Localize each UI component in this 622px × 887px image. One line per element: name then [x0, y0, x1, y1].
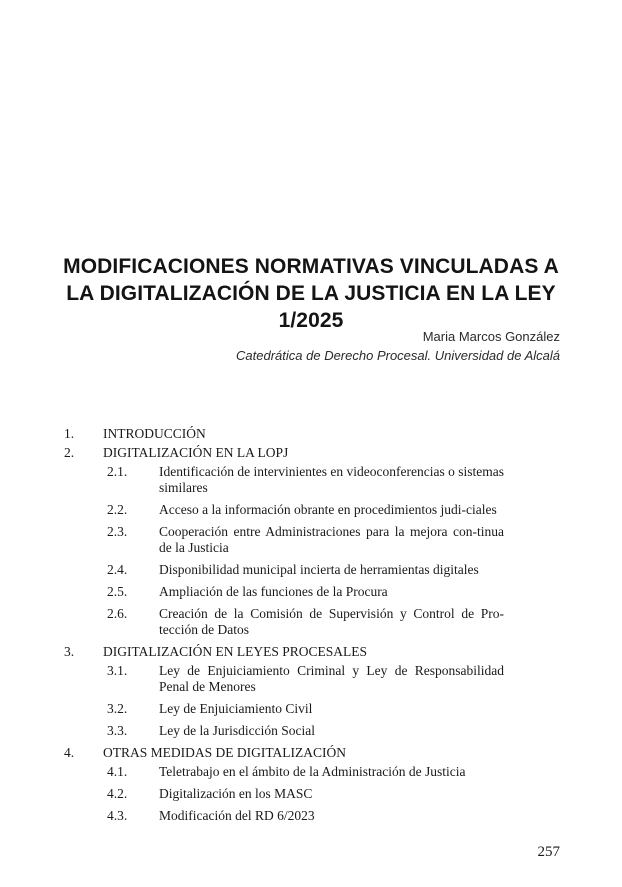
toc-section: [0, 743, 622, 762]
chapter-title-line: LA DIGITALIZACIÓN DE LA JUSTICIA EN LA LEY: [66, 282, 556, 306]
toc-subsection-number: 2.3.: [107, 524, 128, 539]
toc-section: [0, 443, 622, 462]
toc-subsection-number: 2.5.: [107, 584, 128, 599]
toc-subsection-title: Ley de la Jurisdicción Social: [159, 723, 315, 738]
toc-subsection-number: 3.3.: [107, 723, 128, 738]
toc-subsection-number: 2.1.: [107, 464, 128, 479]
chapter-title-line: MODIFICACIONES NORMATIVAS VINCULADAS A: [63, 255, 559, 279]
toc-subsection-title: Ley de Enjuiciamiento Criminal y Ley de Responsabilidad Penal de Menores: [159, 663, 504, 694]
author-affiliation: Catedrática de Derecho Procesal. Universidad de Alcalá: [236, 348, 560, 363]
toc-subsection: [0, 784, 622, 806]
toc-subsection: [0, 604, 622, 642]
toc-subsection-number: 3.2.: [107, 701, 128, 716]
chapter-title-line: 1/2025: [278, 309, 344, 333]
toc-subsection-number: 4.3.: [107, 808, 128, 823]
toc-section: [0, 642, 622, 661]
toc-subsection: [0, 699, 622, 721]
toc-subsection-number: 2.2.: [107, 502, 128, 517]
toc-subsection: [0, 462, 622, 500]
toc-section-title: DIGITALIZACIÓN EN LA LOPJ: [103, 445, 289, 460]
toc-subsection: [0, 661, 622, 699]
toc-subsection-title: Disponibilidad municipal incierta de herramientas digitales: [159, 562, 479, 577]
toc-section-number: 1.: [64, 426, 75, 441]
toc-subsection: [0, 500, 622, 522]
toc-section-number: 4.: [64, 745, 75, 760]
toc-subsection: [0, 582, 622, 604]
toc-subsection-number: 4.1.: [107, 764, 128, 779]
toc-section: [0, 424, 622, 443]
toc-subsection-title: Modificación del RD 6/2023: [159, 808, 315, 823]
toc-subsection-title: Ley de Enjuiciamiento Civil: [159, 701, 313, 716]
toc-subsection-number: 2.6.: [107, 606, 128, 621]
toc-subsection-title: Ampliación de las funciones de la Procura: [159, 584, 388, 599]
toc-subsection-title: Acceso a la información obrante en procedimientos judi-ciales: [159, 502, 497, 517]
page-number: 257: [537, 844, 560, 860]
table-of-contents: [0, 424, 622, 828]
toc-subsection: [0, 806, 622, 828]
toc-subsection: [0, 522, 622, 560]
toc-subsection-number: 3.1.: [107, 663, 128, 678]
toc-subsection-number: 4.2.: [107, 786, 128, 801]
toc-subsection-title: Digitalización en los MASC: [159, 786, 313, 801]
toc-section-title: INTRODUCCIÓN: [103, 426, 206, 441]
toc-subsection-title: Cooperación entre Administraciones para la mejora con-tinua de la Justicia: [159, 524, 504, 555]
chapter-title: [60, 253, 562, 334]
toc-subsection: [0, 762, 622, 784]
toc-section-title: DIGITALIZACIÓN EN LEYES PROCESALES: [103, 644, 368, 659]
toc-subsection: [0, 721, 622, 743]
toc-subsection-title: Teletrabajo en el ámbito de la Administración de Justicia: [159, 764, 466, 779]
author-name: Maria Marcos González: [422, 329, 560, 344]
toc-section-number: 2.: [64, 445, 75, 460]
toc-section-title: OTRAS MEDIDAS DE DIGITALIZACIÓN: [103, 745, 347, 760]
toc-subsection-title: Creación de la Comisión de Supervisión y Control de Pro-tección de Datos: [159, 606, 504, 637]
toc-section-number: 3.: [64, 644, 75, 659]
toc-subsection-title: Identificación de intervinientes en videoconferencias o sistemas similares: [159, 464, 504, 495]
toc-subsection-number: 2.4.: [107, 562, 128, 577]
toc-subsection: [0, 560, 622, 582]
